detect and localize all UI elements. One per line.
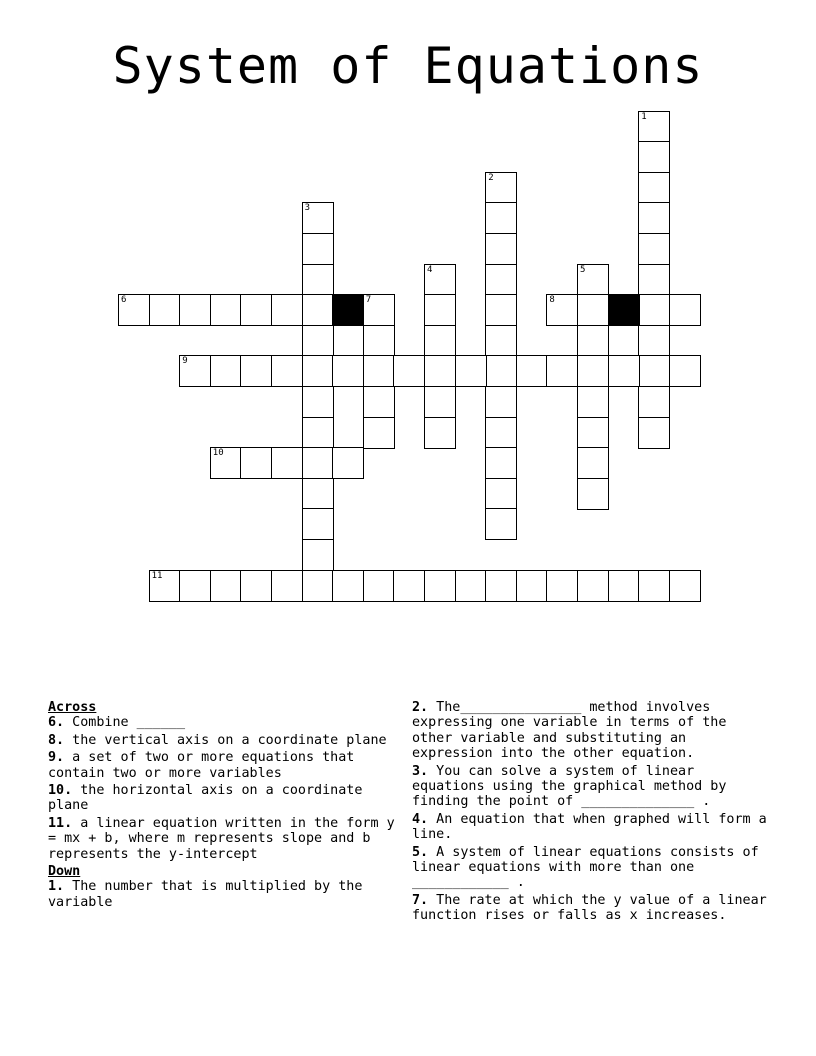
across-heading: Across: [48, 700, 97, 715]
crossword-cell[interactable]: [302, 570, 334, 602]
crossword-cell[interactable]: [363, 386, 395, 418]
crossword-cell[interactable]: [393, 355, 425, 387]
clue-item-number: 11.: [48, 815, 73, 831]
crossword-cell[interactable]: [302, 447, 334, 479]
clue-item: [412, 845, 768, 891]
crossword-cell[interactable]: [302, 539, 334, 571]
crossword-cell[interactable]: [577, 355, 609, 387]
clue-number: 5: [580, 264, 586, 275]
clue-item-number: 8.: [48, 732, 65, 748]
clue-number: 9: [182, 356, 188, 367]
crossword-cell[interactable]: [485, 508, 517, 540]
crossword-cell[interactable]: [638, 264, 670, 296]
crossword-cell[interactable]: [363, 417, 395, 449]
crossword-cell[interactable]: [638, 355, 670, 387]
crossword-cell[interactable]: [577, 264, 609, 296]
crossword-cell[interactable]: [546, 355, 578, 387]
clue-number: 1: [641, 111, 647, 122]
crossword-cell[interactable]: [485, 294, 517, 326]
crossword-cell[interactable]: [149, 570, 181, 602]
clue-number: 11: [151, 570, 163, 581]
crossword-cell[interactable]: [179, 294, 211, 326]
crossword-cell[interactable]: [271, 447, 303, 479]
clue-item-number: 3.: [412, 763, 429, 779]
clues-column-left: [48, 700, 402, 912]
crossword-cell[interactable]: [363, 355, 395, 387]
crossword-cell[interactable]: [302, 355, 334, 387]
crossword-cell[interactable]: [516, 570, 548, 602]
clue-item-text: Combine ______: [64, 715, 186, 731]
clue-item-text: a set of two or more equations that contain two or more variables: [48, 750, 355, 781]
clue-item: [48, 816, 402, 862]
crossword-cell[interactable]: [302, 325, 334, 357]
crossword-cell[interactable]: [577, 325, 609, 357]
clue-item: [48, 783, 402, 814]
clue-number: 4: [427, 264, 433, 275]
crossword-cell[interactable]: [485, 355, 517, 387]
crossword-cell[interactable]: [669, 294, 701, 326]
crossword-cell[interactable]: [179, 355, 211, 387]
clue-number: 2: [488, 172, 494, 183]
crossword-cell[interactable]: [485, 202, 517, 234]
clue-item: [48, 879, 402, 910]
crossword-cell[interactable]: [669, 570, 701, 602]
clue-item-text: The number that is multiplied by the variable: [48, 879, 363, 910]
crossword-cell[interactable]: [638, 233, 670, 265]
down-heading: Down: [48, 864, 81, 880]
clue-item: [48, 750, 402, 781]
clue-item-number: 6.: [48, 715, 65, 731]
clue-item: [412, 893, 768, 924]
clue-item-number: 10.: [48, 783, 73, 799]
crossword-cell[interactable]: [302, 478, 334, 510]
crossword-cell[interactable]: [240, 447, 272, 479]
clue-item-text: The rate at which the y value of a linear function rises or falls as x increases.: [412, 892, 767, 924]
crossword-cell[interactable]: [210, 355, 242, 387]
crossword-cell[interactable]: [577, 386, 609, 418]
crossword-cell[interactable]: [424, 386, 456, 418]
crossword-cell[interactable]: [638, 417, 670, 449]
crossword-cell[interactable]: [302, 233, 334, 265]
crossword-cell[interactable]: [669, 355, 701, 387]
clue-item-text: a linear equation written in the form y = mx + b, where m represents slope and b represents the y-intercept: [48, 815, 395, 862]
crossword-cell[interactable]: [638, 570, 670, 602]
crossword-cell[interactable]: [485, 478, 517, 510]
clue-item: [412, 764, 768, 810]
crossword-cell[interactable]: [363, 325, 395, 357]
clue-item: [412, 812, 768, 843]
crossword-cell[interactable]: [485, 325, 517, 357]
crossword-cell[interactable]: [638, 386, 670, 418]
crossword-cell[interactable]: [577, 570, 609, 602]
crossword-cell[interactable]: [179, 570, 211, 602]
crossword-cell[interactable]: [302, 294, 334, 326]
crossword-cell[interactable]: [638, 141, 670, 173]
crossword-cell[interactable]: [638, 111, 670, 143]
crossword-cell[interactable]: [424, 325, 456, 357]
crossword-cell[interactable]: [424, 294, 456, 326]
clue-item-text: A system of linear equations consists of linear equations with more than one ____________ .: [412, 844, 759, 891]
crossword-cell[interactable]: [485, 172, 517, 204]
crossword-cell[interactable]: [485, 447, 517, 479]
crossword-cell[interactable]: [638, 294, 670, 326]
crossword-cell[interactable]: [271, 294, 303, 326]
clue-number: 3: [304, 203, 311, 214]
crossword-cell[interactable]: [455, 570, 487, 602]
crossword-cell[interactable]: [118, 294, 150, 326]
page-title: System of Equations: [112, 37, 704, 95]
crossword-cell[interactable]: [485, 386, 517, 418]
clue-number: 7: [365, 295, 372, 306]
crossword-cell[interactable]: [516, 355, 548, 387]
crossword-cell[interactable]: [608, 355, 640, 387]
crossword-block-cell: [332, 294, 364, 326]
clue-item: [48, 733, 402, 748]
crossword-cell[interactable]: [149, 294, 181, 326]
clue-number: 8: [549, 295, 555, 306]
clue-number: 6: [121, 295, 127, 306]
crossword-cell[interactable]: [210, 570, 242, 602]
clue-item-number: 9.: [48, 750, 65, 766]
crossword-cell[interactable]: [638, 172, 670, 204]
crossword-cell[interactable]: [546, 570, 578, 602]
crossword-cell[interactable]: [577, 447, 609, 479]
crossword-cell[interactable]: [363, 294, 395, 326]
clue-item-text: the vertical axis on a coordinate plane: [64, 732, 387, 748]
clue-item-number: 1.: [48, 879, 65, 895]
crossword-cell[interactable]: [393, 570, 425, 602]
crossword-cell[interactable]: [638, 325, 670, 357]
crossword-cell[interactable]: [240, 294, 272, 326]
crossword-cell[interactable]: [577, 478, 609, 510]
clue-item-text: You can solve a system of linear equations using the graphical method by finding the point of ______________ .: [412, 763, 727, 810]
clue-item-text: An equation that when graphed will form a line.: [412, 811, 767, 843]
clue-item-number: 5.: [412, 844, 429, 860]
clue-item-text: the horizontal axis on a coordinate plane: [48, 783, 363, 814]
crossword-cell[interactable]: [363, 570, 395, 602]
clue-item: [412, 700, 768, 762]
clue-item-number: 4.: [412, 811, 429, 827]
crossword-cell[interactable]: [546, 294, 578, 326]
clue-item-text: The_______________ method involves expressing one variable in terms of the other variable and substituting an expression into the other equation.: [412, 700, 727, 762]
crossword-cell[interactable]: [240, 355, 272, 387]
clue-item-number: 2.: [412, 700, 429, 715]
clue-number: 10: [212, 448, 224, 459]
crossword-cell[interactable]: [210, 294, 242, 326]
clue-item-number: 7.: [412, 892, 429, 908]
crossword-cell[interactable]: [485, 233, 517, 265]
crossword-cell[interactable]: [302, 417, 334, 449]
crossword-cell[interactable]: [638, 202, 670, 234]
crossword-cell[interactable]: [424, 264, 456, 296]
crossword-cell[interactable]: [302, 264, 334, 296]
crossword-block-cell: [608, 294, 640, 326]
crossword-cell[interactable]: [210, 447, 242, 479]
crossword-cell[interactable]: [302, 202, 334, 234]
crossword-cell[interactable]: [485, 417, 517, 449]
crossword-cell[interactable]: [332, 447, 364, 479]
clue-item: [48, 715, 402, 730]
crossword-cell[interactable]: [424, 417, 456, 449]
crossword-cell[interactable]: [240, 570, 272, 602]
crossword-cell[interactable]: [577, 417, 609, 449]
crossword-cell[interactable]: [485, 570, 517, 602]
crossword-cell[interactable]: [302, 386, 334, 418]
crossword-cell[interactable]: [332, 570, 364, 602]
crossword-cell[interactable]: [271, 570, 303, 602]
crossword-cell[interactable]: [485, 264, 517, 296]
clues-column-right: [412, 700, 768, 926]
crossword-cell[interactable]: [271, 355, 303, 387]
crossword-cell[interactable]: [302, 508, 334, 540]
crossword-cell[interactable]: [424, 355, 456, 387]
crossword-cell[interactable]: [577, 294, 609, 326]
crossword-cell[interactable]: [424, 570, 456, 602]
crossword-cell[interactable]: [455, 355, 487, 387]
crossword-cell[interactable]: [332, 355, 364, 387]
crossword-cell[interactable]: [608, 570, 640, 602]
